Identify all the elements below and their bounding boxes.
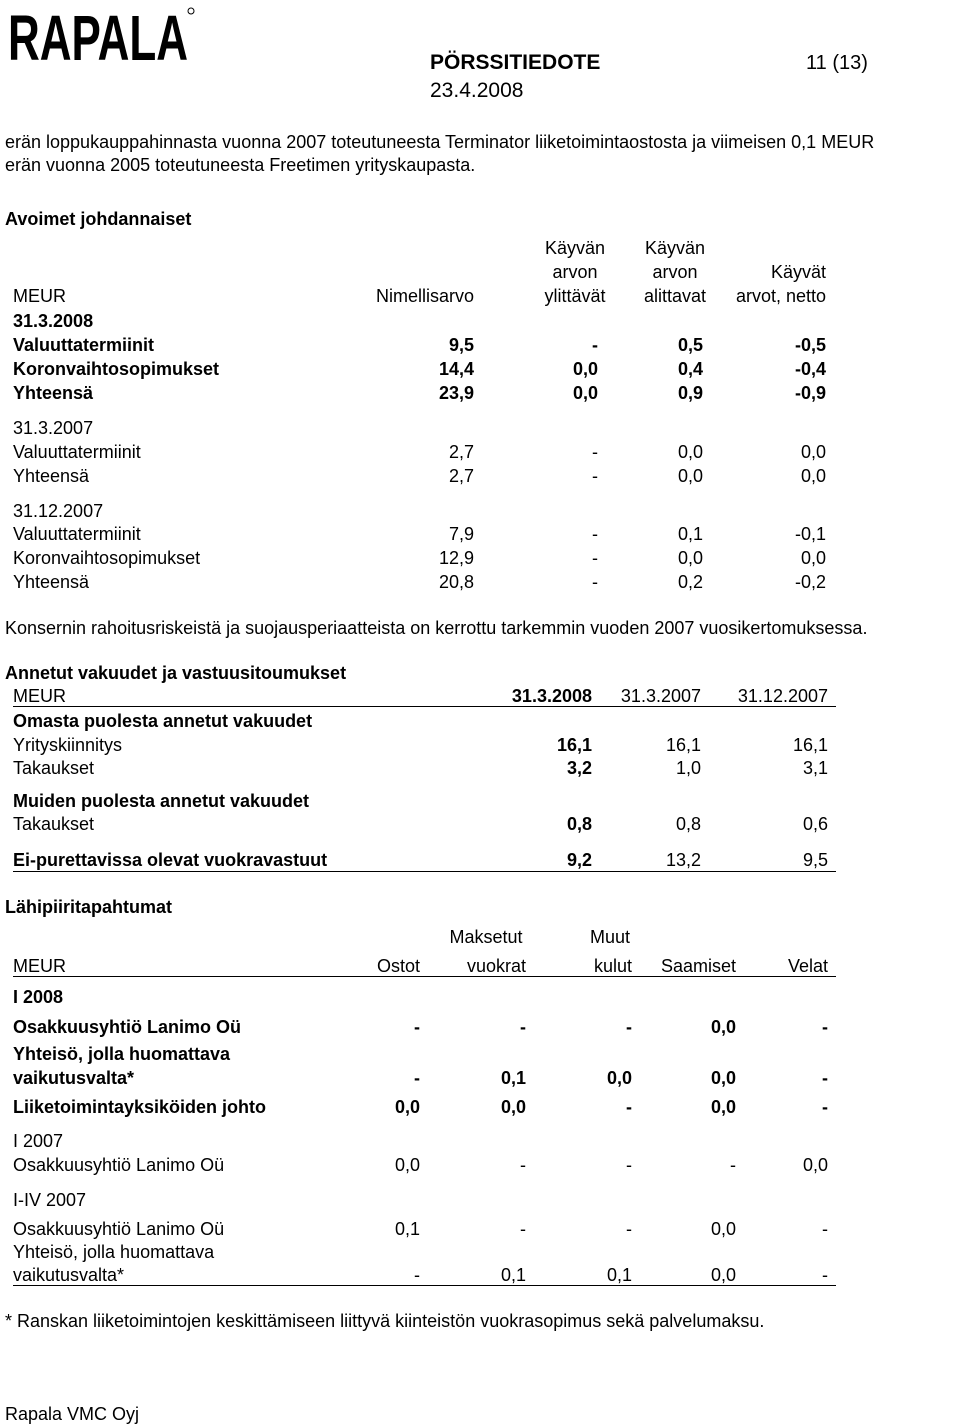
- rel-s3-r1-a: 0,1: [394, 1219, 420, 1239]
- related-footnote: * Ranskan liiketoimintojen keskittämiseen liittyvä kiinteistön vuokrasopimus sekä palvelumaksu.: [5, 1311, 765, 1331]
- deriv-s3-r3-pos: -: [592, 572, 598, 592]
- rel-col-rent-1: Maksetut: [449, 927, 523, 947]
- deriv-s1-r1-net: -0,5: [794, 335, 826, 355]
- deriv-s1-r3-pos: 0,0: [572, 383, 598, 403]
- guar-others-r1-v2: 0,8: [675, 814, 701, 834]
- deriv-s1-r2-net: -0,4: [794, 359, 826, 379]
- rel-s1-r3-b: 0,0: [500, 1097, 526, 1117]
- deriv-s3-r3-neg: 0,2: [677, 572, 703, 592]
- guar-others-r1-v1: 0,8: [566, 814, 592, 834]
- deriv-s2-r1-net: 0,0: [800, 442, 826, 462]
- rel-s2-r1-a: 0,0: [394, 1155, 420, 1175]
- page-number: 11 (13): [806, 52, 868, 74]
- rel-s1-r1-a: -: [414, 1017, 420, 1037]
- derivatives-heading: Avoimet johdannaiset: [5, 209, 192, 229]
- rel-s1-r1-d: 0,0: [710, 1017, 736, 1037]
- rel-s3-r1-c: -: [626, 1219, 632, 1239]
- guar-col-2: 31.3.2007: [620, 686, 701, 706]
- rel-s3-r1-b: -: [520, 1219, 526, 1239]
- deriv-s1-r3-neg: 0,9: [677, 383, 703, 403]
- rel-s1-r3-c: -: [626, 1097, 632, 1117]
- guar-lease-label: Ei-purettavissa olevat vuokravastuut: [13, 850, 328, 870]
- guarantees-header-rule: [13, 706, 836, 707]
- guar-own-r1-v2: 16,1: [665, 735, 701, 755]
- rel-s3-r2-b: 0,1: [500, 1265, 526, 1285]
- rel-s3-r2-label-1: Yhteisö, jolla huomattava: [13, 1242, 215, 1262]
- deriv-s2-r2-pos: -: [592, 466, 598, 486]
- guar-lease-v1: 9,2: [566, 850, 592, 870]
- rel-s1-r2-a: -: [414, 1068, 420, 1088]
- rel-s2-r1-d: -: [730, 1155, 736, 1175]
- col-meur: MEUR: [13, 286, 66, 306]
- col-neg-3: alittavat: [643, 286, 707, 306]
- rel-col-purchases: Ostot: [376, 956, 420, 976]
- deriv-s1-r1-nominal: 9,5: [448, 335, 474, 355]
- deriv-s3-r3-label: Yhteensä: [13, 572, 90, 592]
- deriv-s1-r2-pos: 0,0: [572, 359, 598, 379]
- doc-title: PÖRSSITIEDOTE: [430, 51, 601, 74]
- guar-col-1: 31.3.2008: [511, 686, 592, 706]
- derivatives-note: Konsernin rahoitusriskeistä ja suojausperiaatteista on kerrottu tarkemmin vuoden 2007 vuosikertomuksessa.: [5, 618, 868, 638]
- related-bottom-rule: [13, 1285, 836, 1286]
- col-pos-3: ylittävät: [544, 286, 606, 306]
- logo-text: RAPALA: [8, 2, 188, 74]
- deriv-s3-r1-net: -0,1: [794, 524, 826, 544]
- deriv-s1-r1-neg: 0,5: [677, 335, 703, 355]
- deriv-s3-r1-label: Valuuttatermiinit: [13, 524, 141, 544]
- deriv-s3-r2-neg: 0,0: [677, 548, 703, 568]
- col-neg-1: Käyvän: [644, 238, 706, 258]
- doc-date: 23.4.2008: [430, 79, 524, 102]
- deriv-s3-r1-neg: 0,1: [677, 524, 703, 544]
- related-header-rule: [13, 976, 836, 977]
- rel-s2-r1-c: -: [626, 1155, 632, 1175]
- rel-s2-r1-e: 0,0: [802, 1155, 828, 1175]
- guar-col-meur: MEUR: [13, 686, 66, 706]
- guar-col-3: 31.12.2007: [737, 686, 828, 706]
- guarantees-heading: Annetut vakuudet ja vastuusitoumukset: [5, 663, 347, 683]
- rel-s2-r1-label: Osakkuusyhtiö Lanimo Oü: [13, 1155, 225, 1175]
- rel-s1-r2-d: 0,0: [710, 1068, 736, 1088]
- deriv-s2-r1-nominal: 2,7: [448, 442, 474, 462]
- rel-s1-r3-d: 0,0: [710, 1097, 736, 1117]
- rel-s2-r1-b: -: [520, 1155, 526, 1175]
- deriv-s1-r1-pos: -: [592, 335, 598, 355]
- rel-s3-r1-label: Osakkuusyhtiö Lanimo Oü: [13, 1219, 225, 1239]
- deriv-s1-r3-nominal: 23,9: [438, 383, 474, 403]
- deriv-s2-r2-net: 0,0: [800, 466, 826, 486]
- rel-s1-r2-c: 0,0: [606, 1068, 632, 1088]
- deriv-s3-r3-nominal: 20,8: [438, 572, 474, 592]
- col-net-1: Käyvät: [770, 262, 826, 282]
- deriv-s2-r2-label: Yhteensä: [13, 466, 90, 486]
- rel-s1-r2-b: 0,1: [500, 1068, 526, 1088]
- deriv-s2-r1-label: Valuuttatermiinit: [13, 442, 141, 462]
- guar-own-r1-v1: 16,1: [556, 735, 592, 755]
- deriv-s3-r2-pos: -: [592, 548, 598, 568]
- rel-col-other-1: Muut: [589, 927, 631, 947]
- col-neg-2: arvon: [652, 262, 698, 282]
- intro-line-1: erän loppukauppahinnasta vuonna 2007 toteutuneesta Terminator liiketoimintaostosta ja viimeisen 0,1 MEUR: [5, 132, 875, 152]
- rel-s3-r1-e: -: [822, 1219, 828, 1239]
- guar-own-r2-v1: 3,2: [566, 758, 592, 778]
- deriv-s1-date: 31.3.2008: [13, 311, 94, 331]
- deriv-s3-r3-net: -0,2: [794, 572, 826, 592]
- deriv-s3-date: 31.12.2007: [13, 501, 104, 521]
- deriv-s2-date: 31.3.2007: [13, 418, 94, 438]
- rel-col-rent-2: vuokrat: [466, 956, 526, 976]
- deriv-s2-r1-neg: 0,0: [677, 442, 703, 462]
- guarantees-bottom-rule: [13, 871, 836, 872]
- deriv-s1-r2-label: Koronvaihtosopimukset: [13, 359, 220, 379]
- deriv-s2-r2-nominal: 2,7: [448, 466, 474, 486]
- col-pos-2: arvon: [552, 262, 598, 282]
- rel-s1-r1-e: -: [822, 1017, 828, 1037]
- rel-s3-r2-a: -: [414, 1265, 420, 1285]
- rel-s1-r3-a: 0,0: [394, 1097, 420, 1117]
- deriv-s3-r1-nominal: 7,9: [448, 524, 474, 544]
- guar-others-r1-label: Takaukset: [13, 814, 95, 834]
- footer-company: Rapala VMC Oyj: [5, 1404, 140, 1424]
- deriv-s1-r2-neg: 0,4: [677, 359, 703, 379]
- rel-s1-r3-label: Liiketoimintayksiköiden johto: [13, 1097, 267, 1117]
- rel-s3-r2-c: 0,1: [606, 1265, 632, 1285]
- deriv-s1-r2-nominal: 14,4: [438, 359, 474, 379]
- rel-s1-r2-label-2: vaikutusvalta*: [13, 1068, 135, 1088]
- rel-col-receivables: Saamiset: [660, 956, 736, 976]
- rel-s1-r2-e: -: [822, 1068, 828, 1088]
- rel-col-liabilities: Velat: [787, 956, 828, 976]
- deriv-s3-r2-nominal: 12,9: [438, 548, 474, 568]
- rapala-logo: [8, 2, 194, 74]
- guar-own-r1-v3: 16,1: [792, 735, 828, 755]
- rel-col-other-2: kulut: [593, 956, 632, 976]
- related-heading: Lähipiiritapahtumat: [5, 897, 173, 917]
- rel-s1-r1-b: -: [520, 1017, 526, 1037]
- col-nominal: Nimellisarvo: [375, 286, 474, 306]
- deriv-s1-r3-net: -0,9: [794, 383, 826, 403]
- rel-s1-r1-c: -: [626, 1017, 632, 1037]
- rel-s1-r2-label-1: Yhteisö, jolla huomattava: [13, 1044, 231, 1064]
- intro-line-2: erän vuonna 2005 toteutuneesta Freetimen yrityskaupasta.: [5, 155, 476, 175]
- deriv-s1-r3-label: Yhteensä: [13, 383, 94, 403]
- deriv-s3-r1-pos: -: [592, 524, 598, 544]
- deriv-s3-r2-net: 0,0: [800, 548, 826, 568]
- guar-own-heading: Omasta puolesta annetut vakuudet: [13, 711, 313, 731]
- rel-s1-r1-label: Osakkuusyhtiö Lanimo Oü: [13, 1017, 242, 1037]
- rel-s3-r2-e: -: [822, 1265, 828, 1285]
- deriv-s2-r1-pos: -: [592, 442, 598, 462]
- rel-s3-label: I-IV 2007: [13, 1190, 87, 1210]
- rel-s2-label: I 2007: [13, 1131, 64, 1151]
- guar-own-r2-label: Takaukset: [13, 758, 95, 778]
- guar-others-heading: Muiden puolesta annetut vakuudet: [13, 791, 310, 811]
- guar-own-r2-v2: 1,0: [675, 758, 701, 778]
- guar-own-r1-label: Yrityskiinnitys: [13, 735, 123, 755]
- guar-lease-v2: 13,2: [665, 850, 701, 870]
- deriv-s2-r2-neg: 0,0: [677, 466, 703, 486]
- rel-s1-r3-e: -: [822, 1097, 828, 1117]
- guar-lease-v3: 9,5: [802, 850, 828, 870]
- rel-s3-r1-d: 0,0: [710, 1219, 736, 1239]
- col-pos-1: Käyvän: [544, 238, 606, 258]
- rel-s3-r2-d: 0,0: [710, 1265, 736, 1285]
- guar-others-r1-v3: 0,6: [802, 814, 828, 834]
- deriv-s3-r2-label: Koronvaihtosopimukset: [13, 548, 201, 568]
- col-net-2: arvot, netto: [735, 286, 826, 306]
- deriv-s1-r1-label: Valuuttatermiinit: [13, 335, 155, 355]
- rel-col-meur: MEUR: [13, 956, 66, 976]
- guar-own-r2-v3: 3,1: [802, 758, 828, 778]
- rel-s3-r2-label-2: vaikutusvalta*: [13, 1265, 125, 1285]
- rel-s1-label: I 2008: [13, 987, 64, 1007]
